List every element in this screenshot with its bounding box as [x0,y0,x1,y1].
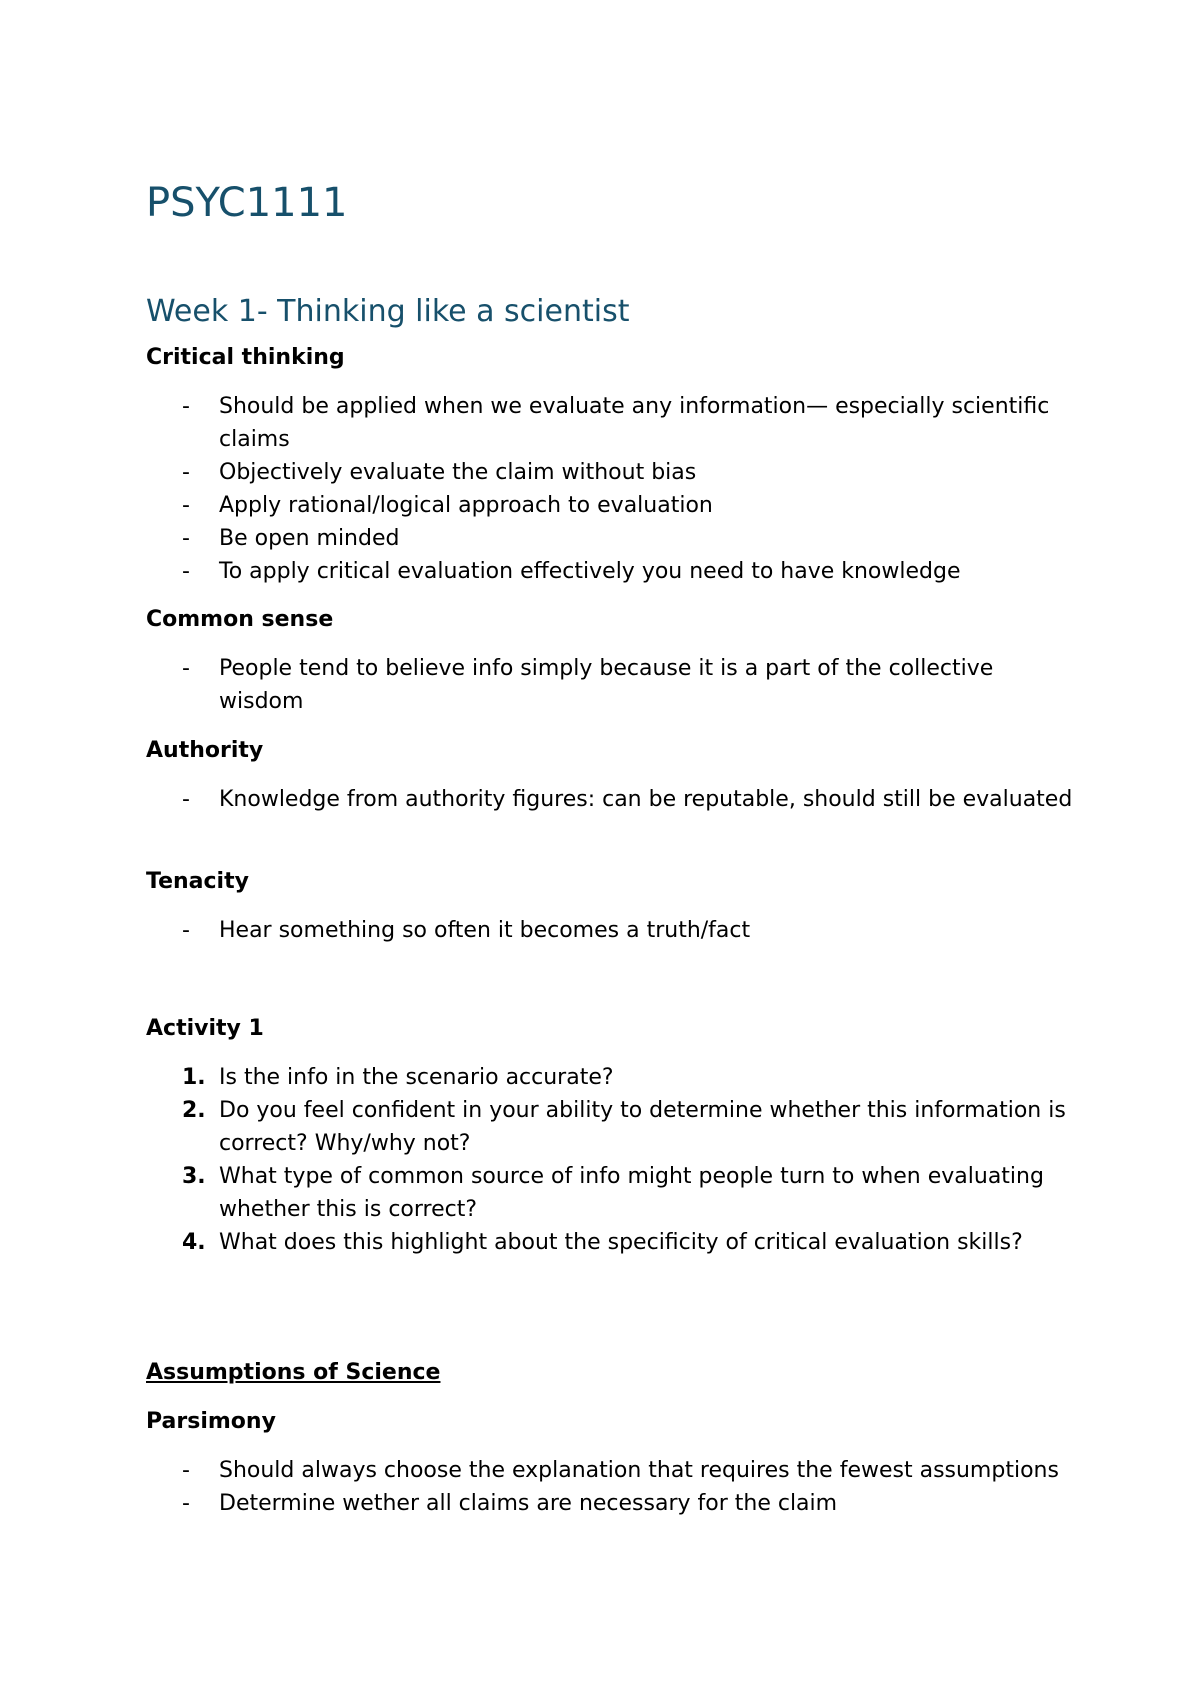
list-item: - Hear something so often it becomes a truth/fact [146,914,1076,947]
section-heading-tenacity: Tenacity [146,869,249,894]
document-title: PSYC1111 [146,180,348,226]
number-marker: 3. [182,1164,206,1189]
section-heading-activity-1: Activity 1 [146,1016,264,1041]
list-item: - To apply critical evaluation effectively you need to have knowledge [146,555,1076,588]
bullet-marker: - [182,918,190,943]
bullet-marker: - [182,1458,190,1483]
bullet-marker: - [182,493,190,518]
list-item: - Knowledge from authority figures: can be reputable, should still be evaluated [146,783,1076,816]
list-item: - Be open minded [146,522,1076,555]
bullet-marker: - [182,394,190,419]
bullet-marker: - [182,559,190,584]
tenacity-list [146,914,1076,947]
section-heading-common-sense: Common sense [146,607,334,632]
list-item: - Should be applied when we evaluate any information— especially scientific claims [146,390,1076,456]
list-item: - Objectively evaluate the claim without bias [146,456,1076,489]
list-item: 2. Do you feel confident in your ability to determine whether this information is correct? Why/why not? [146,1094,1076,1160]
bullet-marker: - [182,1491,190,1516]
section-heading-critical-thinking: Critical thinking [146,345,345,370]
activity-1-list [146,1061,1076,1259]
critical-thinking-list [146,390,1076,588]
list-item: 4. What does this highlight about the specificity of critical evaluation skills? [146,1226,1076,1259]
bullet-marker: - [182,526,190,551]
list-item: - People tend to believe info simply because it is a part of the collective wisdom [146,652,1076,718]
list-item: - Apply rational/logical approach to evaluation [146,489,1076,522]
parsimony-list [146,1454,1076,1520]
number-marker: 1. [182,1065,206,1090]
section-heading-authority: Authority [146,738,264,763]
section-heading-assumptions-of-science: Assumptions of Science [146,1360,441,1385]
list-item: 1. Is the info in the scenario accurate? [146,1061,1076,1094]
number-marker: 2. [182,1098,206,1123]
list-item: - Should always choose the explanation that requires the fewest assumptions [146,1454,1076,1487]
list-item: 3. What type of common source of info might people turn to when evaluating whether this is correct? [146,1160,1076,1226]
week-heading: Week 1- Thinking like a scientist [146,294,630,329]
authority-list [146,783,1076,816]
bullet-marker: - [182,787,190,812]
list-item: - Determine wether all claims are necessary for the claim [146,1487,1076,1520]
bullet-marker: - [182,656,190,681]
common-sense-list [146,652,1076,718]
bullet-marker: - [182,460,190,485]
section-heading-parsimony: Parsimony [146,1409,276,1434]
number-marker: 4. [182,1230,206,1255]
